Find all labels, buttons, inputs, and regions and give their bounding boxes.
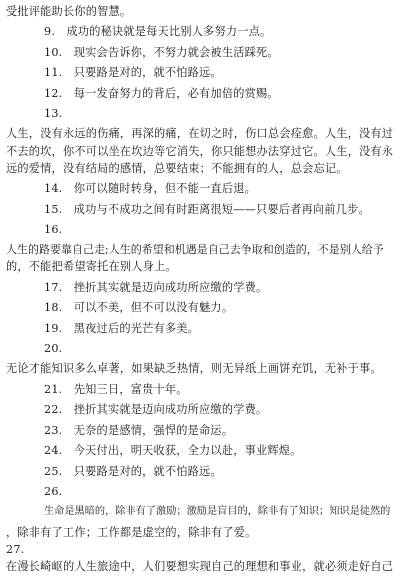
numbered-item: 11. 只要路是对的，就不怕路远。 (44, 66, 222, 79)
paragraph-line: 远的爱情，没有结局的感情，总要结束；不能拥有的人，总会忘记。 (6, 162, 348, 175)
numbered-item: 13. (44, 107, 63, 120)
paragraph-line: 无论才能知识多么卓著，如果缺乏热情，则无异纸上画饼充饥，无补于事。 (6, 362, 382, 375)
numbered-item: 15. 成功与不成功之间有时距离很短——只要后者再向前几步。 (44, 203, 370, 216)
paragraph-line: 的，不能把希望寄托在别人身上。 (6, 260, 177, 273)
numbered-item: 19. 黑夜过后的光芒有多美。 (44, 322, 200, 335)
paragraph-line: ，除非有了工作；工作都是虚空的，除非有了爱。 (6, 526, 257, 539)
paragraph-line: 人生，没有永远的伤痛，再深的痛，在切之时，伤口总会痊愈。人生，没有过 (6, 127, 394, 140)
numbered-item: 10. 现实会告诉你，不努力就会被生活踩死。 (44, 46, 279, 59)
numbered-item: 18. 可以不美，但不可以没有魅力。 (44, 301, 234, 314)
paragraph-line: 在漫长崎岖的人生旅途中，人们要想实现自己的理想和事业，就必须走好自己 (6, 560, 394, 573)
numbered-item: 24. 今天付出，明天收获，全力以赴，事业辉煌。 (44, 444, 302, 457)
numbered-item: 20. (44, 342, 63, 355)
numbered-item: 21. 先知三日，富贵十年。 (44, 383, 188, 396)
paragraph-line: 人生的路要靠自己走;人生的希望和机遇是自己去争取和创造的，不是别人给予 (6, 243, 384, 256)
numbered-item: 16. (44, 223, 63, 236)
paragraph-line: 受批评能助长你的智慧。 (6, 5, 132, 18)
numbered-item: 25. 只要路是对的，就不怕路远。 (44, 465, 222, 478)
numbered-item: 22. 挫折其实就是迈向成功所应缴的学费。 (44, 403, 268, 416)
numbered-item: 17. 挫折其实就是迈向成功所应缴的学费。 (44, 281, 268, 294)
numbered-item: 23. 无奈的是感情，强悍的是命运。 (44, 424, 234, 437)
numbered-item: 9. 成功的秘诀就是每天比别人多努力一点。 (44, 25, 272, 38)
numbered-item: 12. 每一发奋努力的背后，必有加倍的赏赐。 (44, 87, 279, 100)
numbered-item: 26. (44, 485, 63, 498)
paragraph-line: 不去的坎，你不可以坐在坎边等它消失，你只能想办法穿过它。人生，没有永 (6, 145, 394, 158)
numbered-item: 14. 你可以随时转身，但不能一直后退。 (44, 182, 256, 195)
paragraph-line: 27. (6, 543, 25, 556)
numbered-item: 生命是黑暗的，除非有了激励；激励是盲目的，除非有了知识；知识是徒然的 (44, 506, 391, 517)
